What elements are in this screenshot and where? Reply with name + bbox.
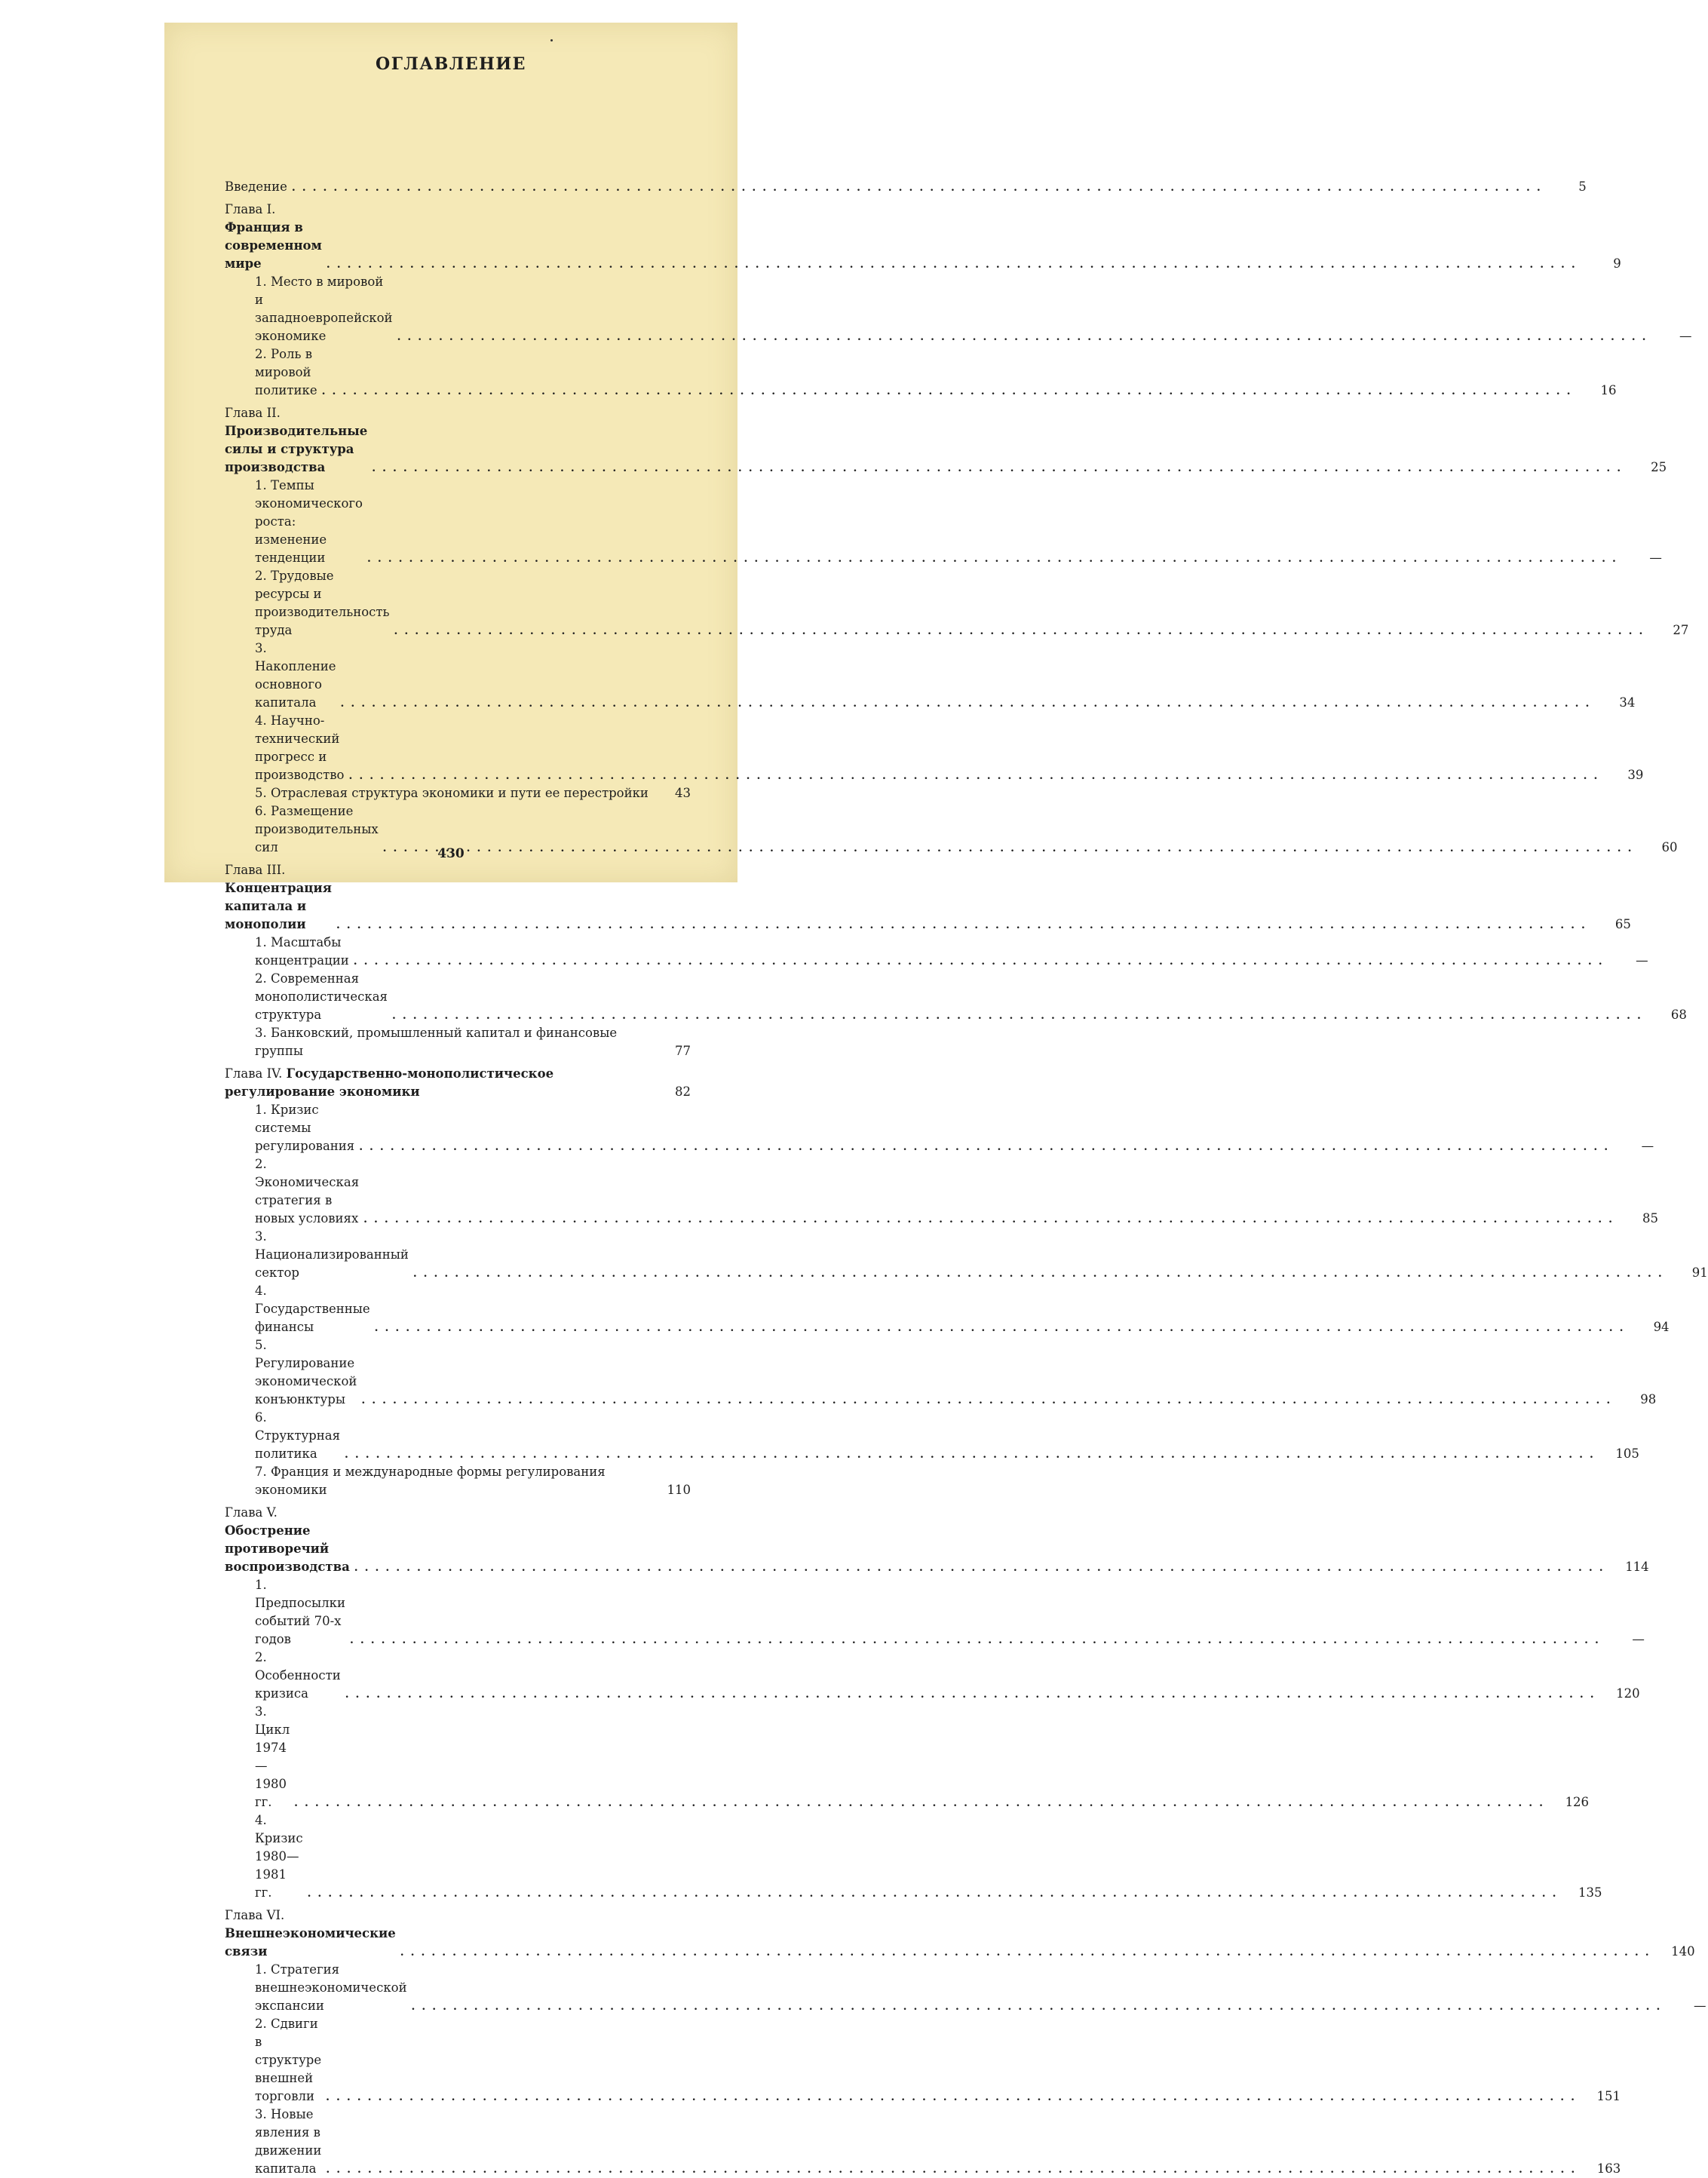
toc-page-number: — (1632, 1632, 1645, 1646)
toc-section-row (225, 1463, 691, 1499)
section-title: 1. Стратегия внешнеэкономической экспансии (255, 1962, 407, 2013)
toc-page-number: 60 (1661, 840, 1678, 854)
section-title: 1. Масштабы концентрации (255, 935, 349, 968)
dot-leader (361, 1395, 1617, 1406)
dot-leader (322, 386, 1578, 397)
toc-section-row (225, 567, 1689, 640)
toc-section-row (225, 2106, 1621, 2178)
toc-page-number: 5 (1578, 179, 1587, 194)
dot-leader (367, 554, 1623, 564)
toc-section-row (225, 934, 1648, 970)
chapter-label: Глава V. (225, 1505, 278, 1520)
toc-page-number: 9 (1613, 256, 1621, 271)
toc-page-number: 98 (1640, 1392, 1657, 1406)
dot-leader (345, 1689, 1601, 1700)
toc-page-number: 151 (1596, 2089, 1621, 2103)
toc-section-row (225, 1961, 1706, 2015)
dot-leader (394, 626, 1650, 637)
toc-page-number: 16 (1600, 383, 1617, 397)
section-title: 3. Новые явления в движении капитала (255, 2107, 322, 2176)
chapter-title: Производительные силы и структура производства (225, 424, 368, 474)
toc-chapter-row (225, 1907, 1695, 1961)
chapter-title: Концентрация капитала и монополии (225, 881, 332, 931)
toc-chapter-row (225, 201, 1621, 273)
section-title: 5. Отраслевая структура экономики и пути ее перестройки (255, 786, 649, 800)
dot-leader (327, 259, 1582, 270)
chapter-title: Государственно-монополистическое регулирование экономики (225, 1066, 554, 1099)
toc-page-number: 43 (675, 786, 691, 800)
section-title: 4. Государственные финансы (255, 1284, 370, 1334)
chapter-heading (225, 1907, 396, 1961)
intro-title: Введение (225, 179, 287, 194)
chapter-title: Обострение противоречий воспроизводства (225, 1523, 350, 1574)
toc-section-row (225, 1649, 1640, 1703)
toc-page-number: 135 (1578, 1885, 1602, 1900)
toc-section-row (225, 712, 1644, 784)
page-number: 430 (437, 846, 465, 861)
section-title: 6. Размещение производительных сил (255, 804, 379, 854)
dot-leader (375, 1323, 1630, 1333)
section-title: 3. Банковский, промышленный капитал и финансовые группы (255, 1026, 618, 1058)
dot-leader (326, 2092, 1581, 2103)
section-title: 2. Особенности кризиса (255, 1650, 341, 1701)
toc-page-number: 27 (1673, 623, 1689, 637)
dot-leader (294, 1798, 1550, 1808)
dot-leader (372, 463, 1627, 474)
toc-page-number: 110 (667, 1483, 691, 1497)
chapter-heading (225, 861, 332, 934)
toc-section-row (225, 1101, 1654, 1155)
toc-section-row (225, 1228, 1708, 1282)
chapter-heading (225, 1065, 650, 1101)
section-title: 7. Франция и международные формы регулирования экономики (255, 1465, 606, 1497)
toc-chapter-row (225, 404, 1667, 477)
toc-section-row (225, 1155, 1658, 1228)
toc-page-number: 82 (675, 1084, 691, 1099)
toc-page-number: — (1649, 551, 1662, 565)
toc-page-number: — (1679, 329, 1692, 343)
dot-leader (350, 1635, 1605, 1646)
dot-leader (348, 771, 1604, 781)
toc-chapter-row (225, 861, 1631, 934)
chapter-label: Глава VI. (225, 1908, 285, 1922)
chapter-label: Глава II. (225, 406, 281, 420)
section-title: 2. Роль в мировой политике (255, 347, 317, 397)
page-title: ОГЛАВЛЕНИЕ (376, 54, 526, 74)
chapter-label: Глава III. (225, 863, 286, 877)
toc-page-number: 140 (1671, 1944, 1695, 1959)
section-title: 2. Сдвиги в структуре внешней торговли (255, 2017, 322, 2103)
chapter-heading (225, 1504, 350, 1576)
toc-page-number: 114 (1625, 1560, 1649, 1574)
section-title: 1. Темпы экономического роста: изменение тенденции (255, 478, 363, 565)
section-title: 2. Трудовые ресурсы и производительность труда (255, 569, 390, 637)
section-title: 3. Национализированный сектор (255, 1229, 409, 1280)
section-title: 1. Кризис системы регулирования (255, 1103, 355, 1153)
dot-leader (292, 183, 1547, 193)
toc-section-row (225, 345, 1617, 400)
toc-page-number: 25 (1651, 460, 1667, 474)
section-title: 6. Структурная политика (255, 1410, 340, 1461)
section-title: 3. Цикл 1974—1980 гг. (255, 1704, 290, 1809)
dot-leader (413, 1268, 1669, 1279)
toc-section-row (225, 1703, 1590, 1811)
chapter-heading (225, 201, 322, 273)
toc-page-number: 163 (1596, 2161, 1621, 2176)
toc-page-number: 34 (1619, 695, 1636, 710)
chapter-title: Внешнеэкономические связи (225, 1926, 396, 1959)
dot-leader (340, 698, 1596, 709)
chapter-title: Франция в современном мире (225, 220, 322, 271)
section-title: 1. Предпосылки событий 70-х годов (255, 1578, 345, 1646)
dot-leader (326, 2164, 1581, 2175)
chapter-label: Глава IV. (225, 1066, 283, 1081)
toc-page-number: 105 (1615, 1446, 1639, 1461)
dot-leader (345, 1449, 1600, 1460)
section-title: 1. Место в мировой и западноевропейской экономике (255, 275, 393, 343)
dot-leader (412, 2002, 1667, 2012)
toc-page-number: 94 (1653, 1320, 1670, 1334)
toc-section-row (225, 1409, 1639, 1463)
toc-section-row (225, 1336, 1657, 1409)
table-of-contents (225, 178, 1708, 2178)
toc-page-number: 85 (1642, 1211, 1658, 1226)
toc-section-row (225, 1282, 1670, 1336)
dot-leader (392, 1011, 1648, 1021)
toc-section-row (225, 970, 1687, 1024)
toc-section-row (225, 1811, 1602, 1902)
toc-page-number: — (1636, 953, 1648, 968)
ink-speck (550, 39, 553, 41)
toc-section-row (225, 477, 1662, 567)
dot-leader (354, 956, 1609, 967)
dot-leader (400, 1947, 1656, 1958)
toc-section-row (225, 2015, 1621, 2106)
chapter-heading (225, 404, 367, 477)
section-title: 5. Регулирование экономической конъюнктуры (255, 1338, 357, 1406)
toc-page-number: 120 (1616, 1686, 1640, 1701)
toc-intro-row (225, 178, 1587, 196)
toc-section-row (225, 640, 1636, 712)
toc-page-number: — (1693, 1999, 1706, 2013)
section-title: 4. Научно-технический прогресс и производство (255, 713, 345, 782)
toc-section-row (225, 273, 1692, 345)
section-title: 4. Кризис 1980—1981 гг. (255, 1813, 303, 1900)
toc-page-number: — (1641, 1139, 1654, 1153)
toc-section-row (225, 1576, 1645, 1649)
toc-page-number: 77 (675, 1044, 691, 1058)
chapter-label: Глава I. (225, 202, 276, 216)
book-page (164, 23, 1708, 2176)
section-title: 2. Современная монополистическая структура (255, 971, 388, 1022)
toc-section-row (225, 784, 691, 802)
section-title: 2. Экономическая стратегия в новых условиях (255, 1157, 360, 1226)
toc-page-number: 126 (1565, 1795, 1590, 1809)
toc-page-number: 91 (1691, 1265, 1708, 1280)
toc-page-number: 65 (1614, 917, 1631, 931)
dot-leader (336, 920, 1592, 931)
dot-leader (359, 1142, 1614, 1152)
toc-section-row (225, 1024, 691, 1060)
toc-page-number: 68 (1670, 1008, 1687, 1022)
dot-leader (308, 1888, 1563, 1899)
dot-leader (354, 1563, 1610, 1573)
section-title: 3. Накопление основного капитала (255, 641, 336, 710)
toc-chapter-row (225, 1504, 1649, 1576)
toc-chapter-row (225, 1065, 691, 1101)
dot-leader (363, 1214, 1619, 1225)
dot-leader (397, 332, 1653, 342)
toc-page-number: 39 (1627, 768, 1644, 782)
